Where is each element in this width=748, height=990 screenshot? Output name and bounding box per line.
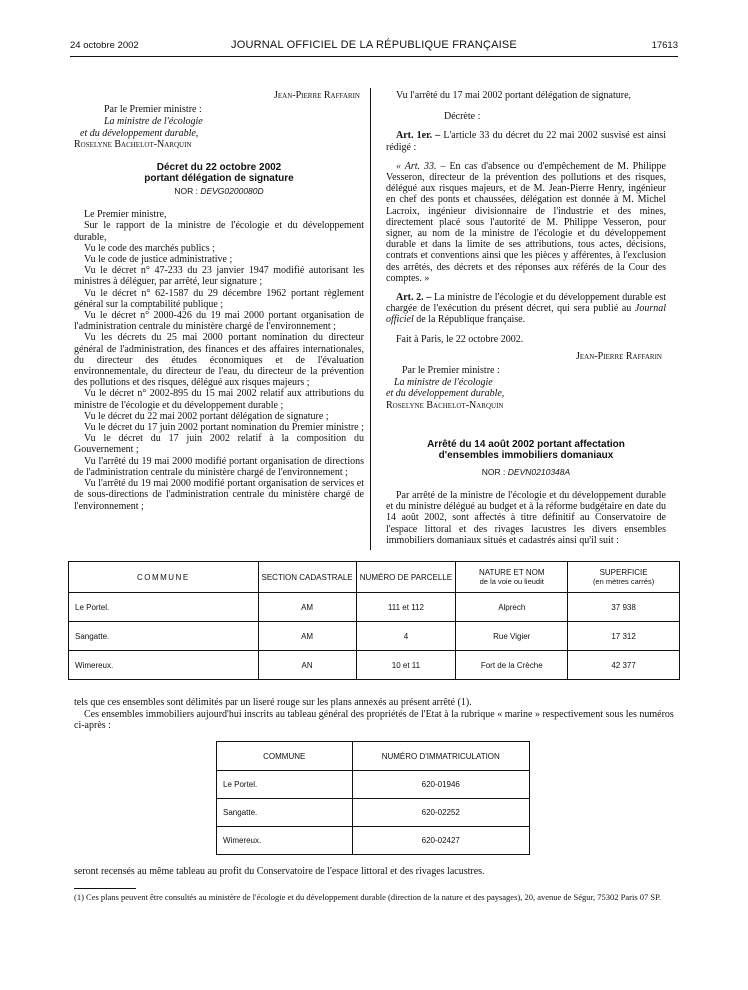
fait-line: Fait à Paris, le 22 octobre 2002. xyxy=(396,333,524,345)
decree-paragraph: Sur le rapport de la ministre de l'écologie et du développement durable, xyxy=(74,220,364,243)
table-cell: 37 938 xyxy=(568,593,680,622)
table-cell: 620-02427 xyxy=(352,827,529,855)
decree-paragraph: Vu le décret du 17 juin 2002 relatif à la composition du Gouvernement ; xyxy=(74,433,364,456)
decree-paragraph: Vu le décret du 17 juin 2002 portant nomination du Premier ministre ; xyxy=(84,422,364,434)
decree-paragraph: Vu le décret n° 2000-426 du 19 mai 2000 portant organisation de l'administration centrale du ministère chargé de l'environnement ; xyxy=(74,310,364,333)
table-cell: Fort de la Crèche xyxy=(456,651,568,680)
minister-title-1: La ministre de l'écologie xyxy=(104,116,203,128)
table-cell: Alprech xyxy=(456,593,568,622)
minister-name: Roselyne Bachelot-Narquin xyxy=(74,138,192,150)
registration-table-header xyxy=(217,742,530,771)
table-cell: AN xyxy=(258,651,356,680)
th-commune: COMMUNE xyxy=(69,562,259,593)
article-2-text-a: La ministre de l'écologie et du développement durable est chargée de l'exécution du présent décret, qui sera publié au xyxy=(386,292,666,315)
arrete-title-line-2: d'ensembles immobiliers domaniaux xyxy=(438,449,614,461)
table-cell: 4 xyxy=(356,622,456,651)
table-cell: 620-02252 xyxy=(352,799,529,827)
th-nature xyxy=(456,562,568,593)
decree-paragraph: Vu l'arrêté du 19 mai 2000 modifié portant organisation de services et de sous-directions de l'administration centrale du ministère chargé de l'environnement ; xyxy=(74,478,364,512)
decree-nor xyxy=(74,186,364,197)
parcels-table xyxy=(68,561,680,680)
arrete-title-line-1: Arrêté du 14 août 2002 portant affectation xyxy=(427,438,625,450)
table-row xyxy=(69,593,680,622)
table-cell: 17 312 xyxy=(568,622,680,651)
vu-line: Vu l'arrêté du 17 mai 2002 portant délégation de signature, xyxy=(396,90,632,101)
decree-paragraph: Vu les décrets du 25 mai 2000 portant nomination du directeur général de l'administration, des finances et des affaires internationales, du directeur des études économiques et de l'évaluation environnementale, du directeur de l'eau, du directeur de la prévention des pollutions et des risques, délégué aux risques majeurs ; xyxy=(74,332,364,389)
article-33-label: « Art. 33. – xyxy=(396,160,446,172)
th-nature-line-1: NATURE ET NOM xyxy=(479,568,545,577)
minister-title-2-2: et du développement durable, xyxy=(386,388,505,400)
pm-line-2: Par le Premier ministre : xyxy=(402,365,500,377)
decree-paragraph: Vu le code des marchés publics ; xyxy=(84,242,216,254)
minister-title-2: et du développement durable, xyxy=(80,127,199,139)
column-divider xyxy=(370,88,371,550)
minister-name-2: Roselyne Bachelot-Narquin xyxy=(386,399,504,411)
table-cell: Le Portel. xyxy=(217,771,353,799)
article-2 xyxy=(386,292,666,326)
footnote-rule xyxy=(74,888,136,889)
right-column xyxy=(386,90,666,546)
after-table-1 xyxy=(74,697,674,732)
signer-name: Jean-Pierre Raffarin xyxy=(274,90,360,101)
nor-code: DEVG0200080D xyxy=(200,186,264,197)
decrete-line: Décrète : xyxy=(444,111,481,123)
arrete-nor xyxy=(386,467,666,478)
article-33-text: En cas d'absence ou d'empêchement de M. Philippe Vesseron, directeur de la prévention des pollutions et des risques, délégué aux risques majeurs, et de M. Jean-Pierre Henry, ingénieur en chef des ponts et chaussées, délégation est donnée à M. Michel Lacroix, ingénieur divisionnaire de l'industrie et des mines, directement placé sous l'autorité de M. Philippe Vesseron, pour signer, au nom de la ministre de l'écologie et du développement durable et dans la limite de ses attributions, tous actes, décisions, contrats et conventions ainsi que les pièces y afférentes, à l'exclusion des arrêtés, des décrets et des réponses aux référés de la Cour des comptes. » xyxy=(386,160,666,284)
table-cell: AM xyxy=(258,593,356,622)
header-date: 24 octobre 2002 xyxy=(70,40,139,51)
page-header xyxy=(70,38,678,54)
th-nature-line-2: de la voie ou lieudit xyxy=(479,577,544,586)
table-cell: 620-01946 xyxy=(352,771,529,799)
th-parcelle: NUMÉRO DE PARCELLE xyxy=(356,562,456,593)
decree-paragraph: Vu le code de justice administrative ; xyxy=(84,254,233,266)
decree-paragraph: Vu le décret du 22 mai 2002 portant délégation de signature ; xyxy=(84,410,329,422)
pm-line: Par le Premier ministre : xyxy=(104,104,202,116)
minister-title-2-1: La ministre de l'écologie xyxy=(394,377,493,389)
table-cell: Sangatte. xyxy=(217,799,353,827)
after-table-1-line-1: tels que ces ensembles sont délimités par un liseré rouge sur les plans annexés au présent arrêté (1). xyxy=(74,697,472,708)
decree-paragraph: Vu le décret n° 47-233 du 23 janvier 1947 modifié autorisant les ministres à déléguer, par arrêté, leur signature ; xyxy=(74,265,364,288)
parcels-table-header xyxy=(69,562,680,593)
decree-paragraph: Vu l'arrêté du 19 mai 2000 modifié portant organisation de directions de l'administration centrale du ministère chargé de l'environnement ; xyxy=(74,455,364,478)
table-cell: Sangatte. xyxy=(69,622,259,651)
article-1-text: L'article 33 du décret du 22 mai 2002 susvisé est ainsi rédigé : xyxy=(386,130,667,153)
table-cell: Wimereux. xyxy=(69,651,259,680)
table-cell: Le Portel. xyxy=(69,593,259,622)
nor-label-2: NOR : xyxy=(481,466,506,477)
header-rule xyxy=(70,56,678,57)
footnote: (1) Ces plans peuvent être consultés au ministère de l'écologie et du développement durable (direction de la nature et des paysages), 20, avenue de Ségur, 75302 Paris 07 SP. xyxy=(74,892,662,902)
table-row xyxy=(69,622,680,651)
arrete-title xyxy=(386,439,666,461)
nor-label: NOR : xyxy=(174,186,198,197)
article-1-label: Art. 1er. – xyxy=(396,130,441,142)
decree-paragraph: Le Premier ministre, xyxy=(84,209,167,221)
decree-title xyxy=(74,162,364,184)
th-superficie-line-1: SUPERFICIE xyxy=(599,568,648,577)
th2-commune: COMMUNE xyxy=(217,742,353,771)
nor-code-2: DEVN0210348A xyxy=(507,466,571,477)
table-row xyxy=(217,799,530,827)
table-row xyxy=(217,827,530,855)
table-row xyxy=(217,771,530,799)
article-2-text-b: de la République française. xyxy=(416,314,526,326)
decree-title-line-2: portant délégation de signature xyxy=(144,173,294,185)
decree-title-line-1: Décret du 22 octobre 2002 xyxy=(156,162,282,174)
th-superficie xyxy=(568,562,680,593)
after-table-2: seront recensés au même tableau au profit du Conservatoire de l'espace littoral et des rivages lacustres. xyxy=(74,866,485,877)
th2-numero: NUMÉRO D'IMMATRICULATION xyxy=(352,742,529,771)
journal-title: JOURNAL OFFICIEL DE LA RÉPUBLIQUE FRANÇAISE xyxy=(231,39,517,51)
table-row xyxy=(69,651,680,680)
article-1 xyxy=(386,130,666,152)
th-superficie-line-2: (en mètres carrés) xyxy=(592,577,655,586)
journal-officiel: Journal officiel xyxy=(386,303,667,326)
table-cell: Wimereux. xyxy=(217,827,353,855)
decree-body xyxy=(74,209,364,511)
table-cell: Rue Vigier xyxy=(456,622,568,651)
left-column xyxy=(74,90,364,512)
decree-paragraph: Vu le décret n° 62-1587 du 29 décembre 1962 portant règlement général sur la comptabilité publique ; xyxy=(74,287,364,310)
table-cell: 10 et 11 xyxy=(356,651,456,680)
decree-paragraph: Vu le décret n° 2002-895 du 15 mai 2002 relatif aux attributions du ministre de l'écologie et du développement durable ; xyxy=(74,388,364,411)
table-cell: AM xyxy=(258,622,356,651)
registration-table xyxy=(216,741,530,855)
signer-name-2: Jean-Pierre Raffarin xyxy=(576,350,662,362)
arrete-text: Par arrêté de la ministre de l'écologie et du développement durable et du ministre délégué au budget et à la réforme budgétaire en date du 14 août 2002, sont affectés à titre définitif au Conservatoire de l'espace littoral et des rivages lacustres les divers ensembles immobiliers domaniaux situés et cadastrés ainsi qu'il suit : xyxy=(386,490,666,546)
th-section: SECTION CADASTRALE xyxy=(258,562,356,593)
page-number: 17613 xyxy=(651,40,678,51)
article-33 xyxy=(386,161,666,284)
article-2-label: Art. 2. – xyxy=(396,292,432,304)
table-cell: 42 377 xyxy=(568,651,680,680)
after-table-1-line-2: Ces ensembles immobiliers aujourd'hui inscrits au tableau général des propriétés de l'Etat à la rubrique « marine » respectivement sous les numéros ci-après : xyxy=(74,709,674,732)
table-cell: 111 et 112 xyxy=(356,593,456,622)
